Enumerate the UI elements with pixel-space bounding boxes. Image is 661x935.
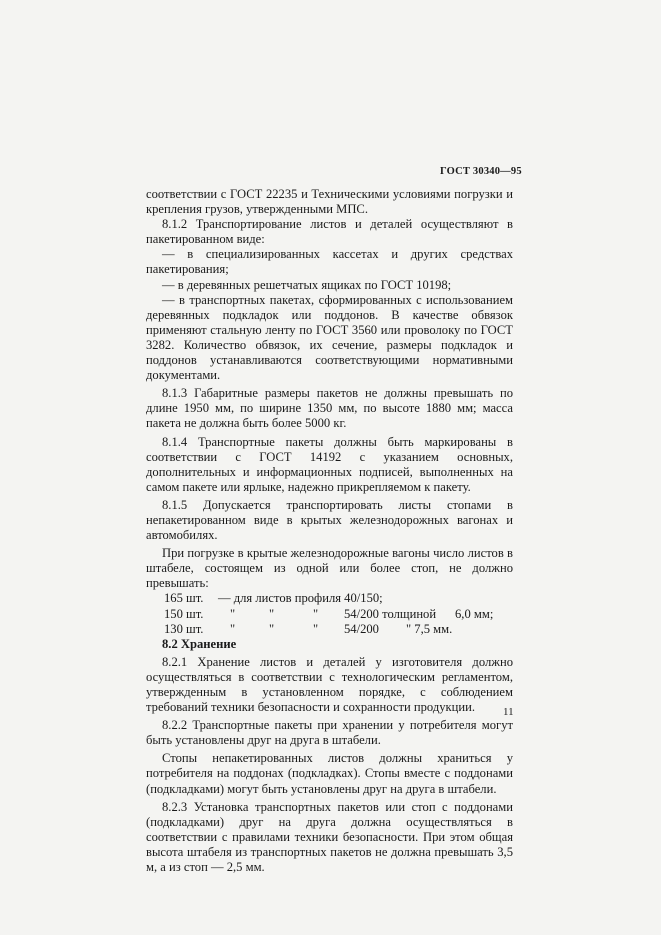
ditto-mark: "	[313, 621, 319, 636]
paragraph-8-1-2: 8.1.2 Транспортирование листов и деталей осуществляют в пакетированном виде:	[146, 217, 513, 247]
load-row	[146, 607, 513, 622]
paragraph-8-2-2: 8.2.2 Транспортные пакеты при хранении у потребителя могут быть установлены друг на друга в штабели.	[146, 718, 513, 748]
paragraph-8-1-4: 8.1.4 Транспортные пакеты должны быть маркированы в соответствии с ГОСТ 14192 с указанием основных, дополнительных и информационных подписей, выполненных на самом пакете или ярлыке, надежно прикрепляемом к пакету.	[146, 434, 513, 494]
ditto-mark: "	[230, 621, 236, 636]
ditto-mark: "	[313, 606, 319, 621]
standard-header: ГОСТ 30340—95	[440, 166, 522, 177]
paragraph-8-1-3: 8.1.3 Габаритные размеры пакетов не должны превышать по длине 1950 мм, по ширине 1350 мм, по высоте 1880 мм; масса пакета не должна быть более 5000 кг.	[146, 386, 513, 431]
page-number: 11	[503, 706, 514, 718]
load-thickness: 6,0 мм;	[455, 606, 494, 621]
load-row	[146, 591, 513, 606]
ditto-mark: "	[269, 606, 275, 621]
paragraph-stacks: Стопы непакетированных листов должны храниться у потребителя на поддонах (подкладках). Стопы вместе с поддонами (подкладками) могут быть установлены друг на друга в штабели.	[146, 751, 513, 796]
load-count: 165 шт.	[164, 591, 204, 606]
ditto-mark: "	[230, 606, 236, 621]
ditto-mark: "	[269, 621, 275, 636]
paragraph-8-1-5: 8.1.5 Допускается транспортировать листы стопами в непакетированном виде в крытых железнодорожных вагонах и автомобилях.	[146, 497, 513, 543]
load-thickness: " 7,5 мм.	[406, 621, 453, 636]
load-row	[146, 622, 513, 637]
paragraph-continuation: соответствии с ГОСТ 22235 и Техническими условиями погрузки и крепления грузов, утвержденными МПС.	[146, 187, 513, 217]
load-count: 130 шт.	[164, 621, 204, 636]
list-item-crates: — в деревянных решетчатых ящиках по ГОСТ 10198;	[162, 277, 452, 292]
load-profile: 54/200	[344, 621, 379, 636]
paragraph-8-2-1: 8.2.1 Хранение листов и деталей у изготовителя должно осуществляться в соответствии с технологическим регламентом, утвержденным в установленном порядке, с соблюдением требований техники безопасности и сохранности продукции.	[146, 654, 513, 715]
list-item-packages: — в транспортных пакетах, сформированных с использованием деревянных подкладок или поддонов. В качестве обвязок применяют стальную ленту по ГОСТ 3560 или проволоку по ГОСТ 3282. Количество обвязок, их сечение, размеры подкладок и поддонов устанавливаются соответствующими нормативными документами.	[146, 292, 513, 383]
load-profile: — для листов профиля 40/150;	[218, 591, 383, 606]
load-profile: 54/200 толщиной	[344, 606, 437, 621]
load-count: 150 шт.	[164, 606, 204, 621]
paragraph-8-2-3: 8.2.3 Установка транспортных пакетов или стоп с поддонами (подкладками) друг на друга должна осуществляться в соответствии с правилами техники безопасности. При этом общая высота штабеля из транспортных пакетов не должна превышать 3,5 м, а из стоп — 2,5 мм.	[146, 799, 513, 875]
paragraph-loading: При погрузке в крытые железнодорожные вагоны число листов в штабеле, состоящем из одной или более стоп, не должно превышать:	[146, 546, 513, 591]
document-body	[146, 187, 513, 875]
section-heading-storage: 8.2 Хранение	[162, 636, 237, 651]
list-item-cassettes: — в специализированных кассетах и других средствах пакетирования;	[146, 247, 513, 277]
